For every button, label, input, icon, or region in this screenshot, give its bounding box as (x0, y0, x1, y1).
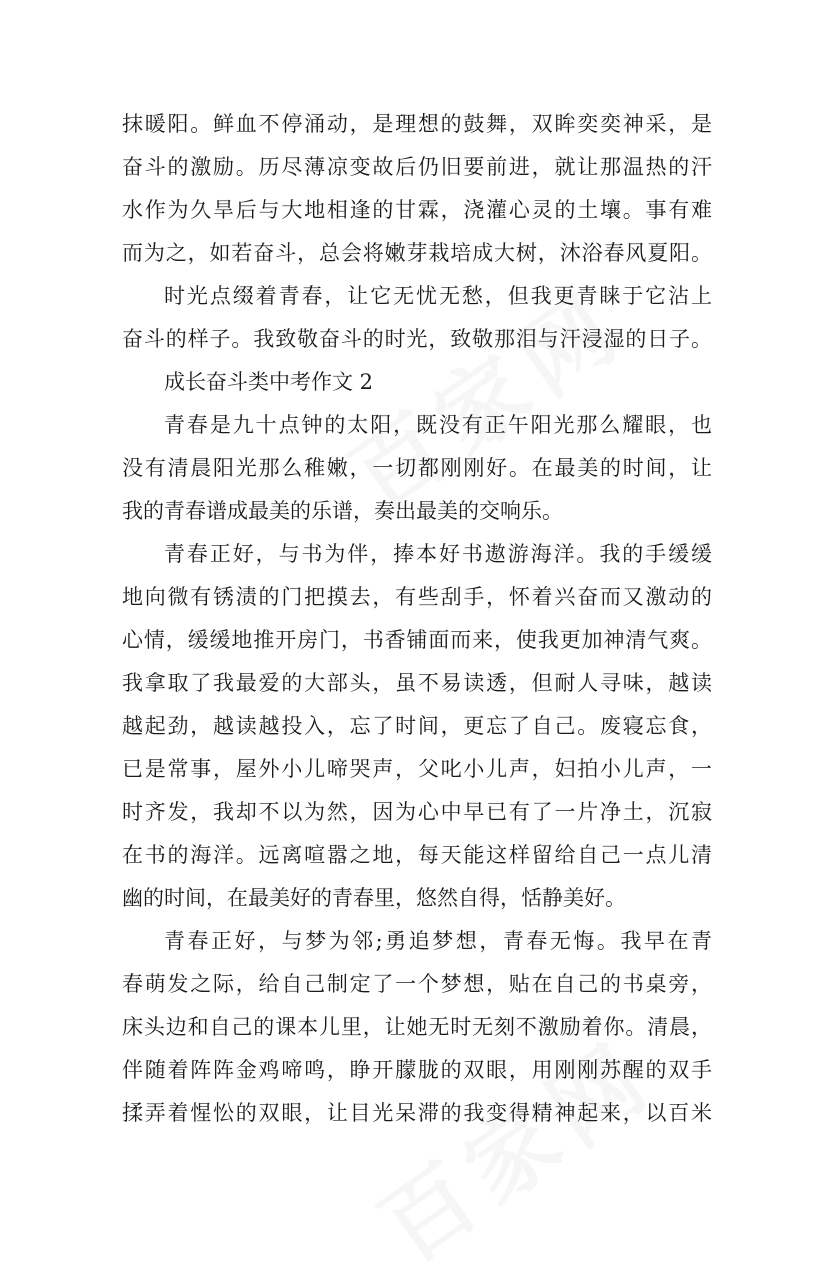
text-line: 时光点缀着青春，让它无忧无愁，但我更青睐于它沾上 (164, 284, 712, 308)
text-line: 幽的时间，在最美好的青春里，悠然自得，恬静美好。 (122, 886, 626, 910)
text-line: 地向微有锈渍的门把摸去，有些刮手，怀着兴奋而又激动的 (122, 585, 712, 609)
text-line: 奋斗的激励。历尽薄凉变故后仍旧要前进，就让那温热的汗 (122, 155, 712, 179)
text-line: 伴随着阵阵金鸡啼鸣，睁开朦胧的双眼，用刚刚苏醒的双手 (122, 1058, 712, 1082)
text-line: 在书的海洋。远离喧嚣之地，每天能这样留给自己一点儿清 (122, 843, 712, 867)
text-line: 时齐发，我却不以为然，因为心中早已有了一片净土，沉寂 (122, 800, 712, 824)
text-line: 抹暖阳。鲜血不停涌动，是理想的鼓舞，双眸奕奕神采，是 (122, 112, 712, 136)
text-line: 奋斗的样子。我致敬奋斗的时光，致敬那泪与汗浸湿的日子。 (122, 327, 712, 351)
text-line: 春萌发之际，给自己制定了一个梦想，贴在自己的书桌旁， (122, 972, 712, 996)
text-line: 越起劲，越读越投入，忘了时间，更忘了自己。废寝忘食， (122, 714, 712, 738)
text-line: 而为之，如若奋斗，总会将嫩芽栽培成大树，沐浴春风夏阳。 (122, 241, 712, 265)
text-line: 没有清晨阳光那么稚嫩，一切都刚刚好。在最美的时间，让 (122, 456, 712, 480)
text-line: 我的青春谱成最美的乐谱，奏出最美的交响乐。 (122, 499, 563, 523)
section-heading: 成长奋斗类中考作文 2 (164, 370, 374, 394)
text-line: 揉弄着惺忪的双眼，让目光呆滞的我变得精神起来，以百米 (122, 1101, 712, 1125)
text-line: 青春是九十点钟的太阳，既没有正午阳光那么耀眼，也 (164, 413, 712, 437)
text-line: 我拿取了我最爱的大部头，虽不易读透，但耐人寻味，越读 (122, 671, 712, 695)
text-line: 床头边和自己的课本儿里，让她无时无刻不激励着你。清晨， (122, 1015, 712, 1039)
text-line: 心情，缓缓地推开房门，书香铺面而来，使我更加神清气爽。 (122, 628, 712, 652)
text-line: 青春正好，与梦为邻;勇追梦想，青春无悔。我早在青 (164, 929, 712, 953)
text-line: 水作为久旱后与大地相逢的甘霖，浇灌心灵的土壤。事有难 (122, 198, 712, 222)
text-line: 已是常事，屋外小儿啼哭声，父叱小儿声，妇拍小儿声，一 (122, 757, 712, 781)
text-line: 青春正好，与书为伴，捧本好书遨游海洋。我的手缓缓 (164, 542, 712, 566)
